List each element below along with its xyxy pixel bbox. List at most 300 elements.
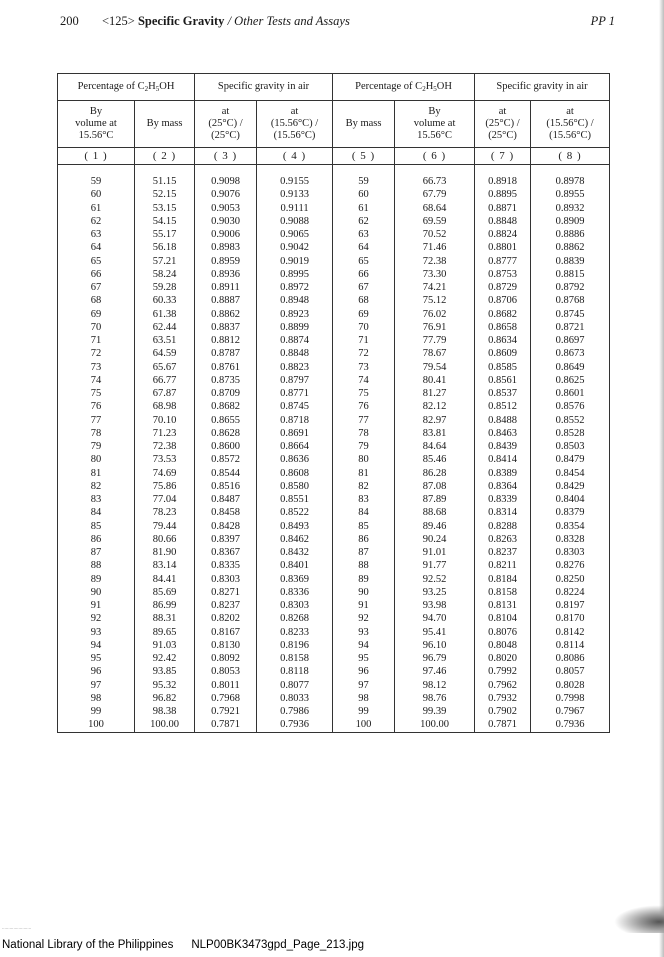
table-cell: 0.8561 xyxy=(475,374,531,387)
table-cell: 0.8428 xyxy=(195,520,257,533)
table-cell: 0.8815 xyxy=(531,268,610,281)
table-cell: 0.8429 xyxy=(531,480,610,493)
table-cell: 0.9065 xyxy=(257,228,333,241)
table-row xyxy=(58,387,610,400)
table-cell: 61.38 xyxy=(135,308,195,321)
table-cell: 0.9133 xyxy=(257,188,333,201)
table-row xyxy=(58,268,610,281)
table-cell: 0.8053 xyxy=(195,665,257,678)
table-cell: 0.8978 xyxy=(531,175,610,188)
table-row xyxy=(58,414,610,427)
table-cell: 0.8463 xyxy=(475,427,531,440)
table-cell: 75.12 xyxy=(395,294,475,307)
table-cell: 83 xyxy=(58,493,135,506)
table-cell: 0.7967 xyxy=(531,705,610,718)
table-cell: 66 xyxy=(58,268,135,281)
table-cell: 0.8458 xyxy=(195,506,257,519)
table-cell: 0.8899 xyxy=(257,321,333,334)
table-cell: 0.8634 xyxy=(475,334,531,347)
table-row xyxy=(58,705,610,718)
table-cell: 0.8911 xyxy=(195,281,257,294)
table-cell: 56.18 xyxy=(135,241,195,254)
table-cell: 0.8197 xyxy=(531,599,610,612)
scan-footer xyxy=(2,939,364,951)
table-cell: 77 xyxy=(58,414,135,427)
table-cell: 0.8812 xyxy=(195,334,257,347)
table-cell: 0.8972 xyxy=(257,281,333,294)
table-cell: 66.73 xyxy=(395,175,475,188)
table-cell: 0.8263 xyxy=(475,533,531,546)
percentage-ethanol-header-right: Percentage of $C_2H_5OH$ xyxy=(333,74,475,101)
table-cell: 0.8697 xyxy=(531,334,610,347)
table-cell: 0.8649 xyxy=(531,361,610,374)
table-row xyxy=(58,453,610,466)
column-number: ( 3 ) xyxy=(195,148,257,165)
table-cell: 0.8028 xyxy=(531,679,610,692)
table-cell: 68 xyxy=(333,294,395,307)
table-cell: 0.8959 xyxy=(195,255,257,268)
table-cell: 0.8130 xyxy=(195,639,257,652)
scan-edge-shadow xyxy=(659,0,664,957)
table-cell: 0.7871 xyxy=(195,718,257,732)
table-cell: 73.30 xyxy=(395,268,475,281)
table-cell: 100.00 xyxy=(135,718,195,732)
table-cell: 0.8522 xyxy=(257,506,333,519)
table-cell: 68 xyxy=(58,294,135,307)
table-cell: 0.8572 xyxy=(195,453,257,466)
table-row xyxy=(58,692,610,705)
table-cell: 94 xyxy=(333,639,395,652)
column-number: ( 8 ) xyxy=(531,148,610,165)
table-cell: 0.8414 xyxy=(475,453,531,466)
table-cell: 87.08 xyxy=(395,480,475,493)
table-cell: 94 xyxy=(58,639,135,652)
page-number: 200 xyxy=(60,14,79,28)
table-cell: 92.52 xyxy=(395,573,475,586)
table-cell: 86.99 xyxy=(135,599,195,612)
table-cell: 0.8787 xyxy=(195,347,257,360)
table-cell: 88.68 xyxy=(395,506,475,519)
table-cell: 0.8932 xyxy=(531,202,610,215)
table-row xyxy=(58,347,610,360)
table-cell: 88 xyxy=(333,559,395,572)
table-cell: 0.9053 xyxy=(195,202,257,215)
table-cell: 0.8801 xyxy=(475,241,531,254)
table-cell: 0.8887 xyxy=(195,294,257,307)
table-cell: 87 xyxy=(333,546,395,559)
table-row xyxy=(58,493,610,506)
table-cell: 0.8636 xyxy=(257,453,333,466)
table-cell: 87.89 xyxy=(395,493,475,506)
table-cell: 0.8237 xyxy=(475,546,531,559)
table-cell: 67.87 xyxy=(135,387,195,400)
table-cell: 0.8224 xyxy=(531,586,610,599)
table-cell: 80 xyxy=(58,453,135,466)
table-cell: 86 xyxy=(333,533,395,546)
table-cell: 0.8336 xyxy=(257,586,333,599)
table-cell: 0.8202 xyxy=(195,612,257,625)
table-cell: 97.46 xyxy=(395,665,475,678)
table-row xyxy=(58,480,610,493)
table-cell: 74.69 xyxy=(135,467,195,480)
table-cell: 0.8771 xyxy=(257,387,333,400)
table-cell: 61 xyxy=(333,202,395,215)
table-cell: 72 xyxy=(58,347,135,360)
table-cell: 90.24 xyxy=(395,533,475,546)
table-cell: 99 xyxy=(333,705,395,718)
table-cell: 63.51 xyxy=(135,334,195,347)
table-cell: 0.8158 xyxy=(475,586,531,599)
table-cell: 79 xyxy=(58,440,135,453)
table-row xyxy=(58,228,610,241)
table-cell: 72.38 xyxy=(135,440,195,453)
table-cell: 0.8512 xyxy=(475,400,531,413)
table-cell: 67 xyxy=(58,281,135,294)
table-cell: 68.98 xyxy=(135,400,195,413)
table-cell: 0.8076 xyxy=(475,626,531,639)
table-cell: 0.8184 xyxy=(475,573,531,586)
column-number: ( 5 ) xyxy=(333,148,395,165)
by-volume-header: By volume at 15.56°C xyxy=(58,101,135,148)
page-mark: PP 1 xyxy=(590,14,615,28)
table-cell: 62 xyxy=(333,215,395,228)
table-cell: 0.8745 xyxy=(257,400,333,413)
table-cell: 70 xyxy=(333,321,395,334)
table-cell: 90 xyxy=(58,586,135,599)
table-cell: 92.42 xyxy=(135,652,195,665)
table-cell: 0.8983 xyxy=(195,241,257,254)
table-row xyxy=(58,559,610,572)
table-cell: 98 xyxy=(333,692,395,705)
table-cell: 0.8995 xyxy=(257,268,333,281)
table-cell: 0.8839 xyxy=(531,255,610,268)
table-cell: 0.7871 xyxy=(475,718,531,732)
table-row xyxy=(58,506,610,519)
table-cell: 0.8454 xyxy=(531,467,610,480)
table-cell: 0.8625 xyxy=(531,374,610,387)
table-cell: 96.79 xyxy=(395,652,475,665)
table-cell: 81.27 xyxy=(395,387,475,400)
table-cell: 0.8709 xyxy=(195,387,257,400)
table-cell: 0.7992 xyxy=(475,665,531,678)
table-row xyxy=(58,652,610,665)
table-cell: 88 xyxy=(58,559,135,572)
table-cell: 0.8848 xyxy=(257,347,333,360)
table-cell: 0.8768 xyxy=(531,294,610,307)
table-cell: 73 xyxy=(333,361,395,374)
table-cell: 88.31 xyxy=(135,612,195,625)
table-cell: 0.8369 xyxy=(257,573,333,586)
table-row xyxy=(58,361,610,374)
table-cell: 66.77 xyxy=(135,374,195,387)
table-cell: 0.7902 xyxy=(475,705,531,718)
table-cell: 0.9006 xyxy=(195,228,257,241)
table-cell: 0.8364 xyxy=(475,480,531,493)
table-cell: 0.8397 xyxy=(195,533,257,546)
table-cell: 0.8303 xyxy=(257,599,333,612)
table-cell: 65.67 xyxy=(135,361,195,374)
table-cell: 84.41 xyxy=(135,573,195,586)
table-cell: 100 xyxy=(58,718,135,732)
column-number: ( 4 ) xyxy=(257,148,333,165)
table-cell: 91 xyxy=(333,599,395,612)
table-cell: 0.8664 xyxy=(257,440,333,453)
file-name: NLP00BK3473gpd_Page_213.jpg xyxy=(191,939,364,951)
table-cell: 78 xyxy=(58,427,135,440)
table-cell: 0.8077 xyxy=(257,679,333,692)
table-cell: 0.8682 xyxy=(475,308,531,321)
table-cell: 81.90 xyxy=(135,546,195,559)
table-cell: 91.01 xyxy=(395,546,475,559)
table-cell: 90 xyxy=(333,586,395,599)
table-cell: 100 xyxy=(333,718,395,732)
table-cell: 0.8114 xyxy=(531,639,610,652)
table-cell: 82.97 xyxy=(395,414,475,427)
table-cell: 0.8551 xyxy=(257,493,333,506)
table-cell: 97 xyxy=(333,679,395,692)
table-cell: 0.8432 xyxy=(257,546,333,559)
table-cell: 0.8537 xyxy=(475,387,531,400)
chapter-title: Specific Gravity xyxy=(137,14,225,28)
by-volume-header-right: By volume at 15.56°C xyxy=(395,101,475,148)
table-cell: 78.23 xyxy=(135,506,195,519)
table-cell: 79.44 xyxy=(135,520,195,533)
table-cell: 0.8824 xyxy=(475,228,531,241)
table-cell: 64 xyxy=(333,241,395,254)
table-cell: 99.39 xyxy=(395,705,475,718)
table-cell: 0.8516 xyxy=(195,480,257,493)
table-row xyxy=(58,400,610,413)
table-cell: 0.8167 xyxy=(195,626,257,639)
table-cell: 79 xyxy=(333,440,395,453)
table-cell: 86 xyxy=(58,533,135,546)
table-row xyxy=(58,241,610,254)
table-cell: 0.8233 xyxy=(257,626,333,639)
table-cell: 0.8753 xyxy=(475,268,531,281)
table-cell: 0.8462 xyxy=(257,533,333,546)
table-cell: 51.15 xyxy=(135,175,195,188)
table-cell: 80 xyxy=(333,453,395,466)
table-cell: 84.64 xyxy=(395,440,475,453)
table-row xyxy=(58,520,610,533)
table-cell: 55.17 xyxy=(135,228,195,241)
table-cell: 70.10 xyxy=(135,414,195,427)
table-cell: 0.8389 xyxy=(475,467,531,480)
table-cell: 0.8086 xyxy=(531,652,610,665)
table-cell: 84 xyxy=(58,506,135,519)
table-cell: 76 xyxy=(58,400,135,413)
gravity-25c-header-right: at (25°C) / (25°C) xyxy=(475,101,531,148)
table-cell: 0.8658 xyxy=(475,321,531,334)
table-cell: 0.8276 xyxy=(531,559,610,572)
section-number: <125> xyxy=(102,14,135,28)
table-cell: 0.7986 xyxy=(257,705,333,718)
by-mass-header: By mass xyxy=(135,101,195,148)
table-cell: 76 xyxy=(333,400,395,413)
table-cell: 0.8735 xyxy=(195,374,257,387)
table-cell: 0.8552 xyxy=(531,414,610,427)
table-cell: 78 xyxy=(333,427,395,440)
table-cell: 0.9042 xyxy=(257,241,333,254)
table-cell: 64.59 xyxy=(135,347,195,360)
table-cell: 93 xyxy=(333,626,395,639)
table-cell: 87 xyxy=(58,546,135,559)
table-row xyxy=(58,533,610,546)
library-name: National Library of the Philippines xyxy=(2,939,174,951)
table-cell: 76.02 xyxy=(395,308,475,321)
table-cell: 0.8288 xyxy=(475,520,531,533)
table-cell: 66 xyxy=(333,268,395,281)
table-cell: 0.8544 xyxy=(195,467,257,480)
table-cell: 0.9030 xyxy=(195,215,257,228)
table-cell: 0.8268 xyxy=(257,612,333,625)
table-cell: 75 xyxy=(333,387,395,400)
table-cell: 85 xyxy=(333,520,395,533)
page-header xyxy=(60,14,615,32)
table-cell: 95 xyxy=(58,652,135,665)
table-row xyxy=(58,281,610,294)
table-cell: 0.8936 xyxy=(195,268,257,281)
table-cell: 60 xyxy=(333,188,395,201)
table-cell: 91 xyxy=(58,599,135,612)
table-row xyxy=(58,718,610,732)
table-cell: 74 xyxy=(58,374,135,387)
table-cell: 85.46 xyxy=(395,453,475,466)
table-cell: 0.8862 xyxy=(195,308,257,321)
table-cell: 0.8576 xyxy=(531,400,610,413)
table-cell: 93 xyxy=(58,626,135,639)
table-cell: 0.8170 xyxy=(531,612,610,625)
running-title xyxy=(102,14,350,29)
table-cell: 0.8401 xyxy=(257,559,333,572)
scan-smudge xyxy=(614,905,664,933)
table-row xyxy=(58,321,610,334)
table-cell: 0.8250 xyxy=(531,573,610,586)
table-cell: 57.21 xyxy=(135,255,195,268)
table-cell: 0.8886 xyxy=(531,228,610,241)
table-cell: 96 xyxy=(333,665,395,678)
table-cell: 86.28 xyxy=(395,467,475,480)
table-row xyxy=(58,374,610,387)
table-cell: 59 xyxy=(58,175,135,188)
table-cell: 91.03 xyxy=(135,639,195,652)
table-cell: 71.46 xyxy=(395,241,475,254)
chapter-subtitle: / Other Tests and Assays xyxy=(227,14,350,28)
table-cell: 83 xyxy=(333,493,395,506)
column-number: ( 1 ) xyxy=(58,148,135,165)
table-cell: 69 xyxy=(333,308,395,321)
table-row xyxy=(58,175,610,188)
table-row xyxy=(58,255,610,268)
table-cell: 61 xyxy=(58,202,135,215)
table-cell: 53.15 xyxy=(135,202,195,215)
table-cell: 89.46 xyxy=(395,520,475,533)
table-row xyxy=(58,202,610,215)
table-cell: 79.54 xyxy=(395,361,475,374)
table-cell: 82 xyxy=(333,480,395,493)
table-cell: 100.00 xyxy=(395,718,475,732)
table-cell: 93.85 xyxy=(135,665,195,678)
table-cell: 0.8488 xyxy=(475,414,531,427)
table-cell: 63 xyxy=(58,228,135,241)
table-cell: 71 xyxy=(58,334,135,347)
table-cell: 0.8237 xyxy=(195,599,257,612)
table-cell: 0.8580 xyxy=(257,480,333,493)
table-row xyxy=(58,679,610,692)
table-cell: 0.8609 xyxy=(475,347,531,360)
table-cell: 96.82 xyxy=(135,692,195,705)
table-cell: 0.8601 xyxy=(531,387,610,400)
table-cell: 0.8118 xyxy=(257,665,333,678)
table-cell: 0.8142 xyxy=(531,626,610,639)
table-cell: 0.8033 xyxy=(257,692,333,705)
table-cell: 78.67 xyxy=(395,347,475,360)
table-cell: 0.8848 xyxy=(475,215,531,228)
table-row xyxy=(58,294,610,307)
table-cell: 95.41 xyxy=(395,626,475,639)
table-cell: 83.14 xyxy=(135,559,195,572)
table-cell: 0.9088 xyxy=(257,215,333,228)
table-cell: 73 xyxy=(58,361,135,374)
table-row xyxy=(58,573,610,586)
table-cell: 69 xyxy=(58,308,135,321)
table-row xyxy=(58,626,610,639)
table-cell: 71 xyxy=(333,334,395,347)
scanner-watermark: ······················· xyxy=(2,926,32,931)
table-cell: 92 xyxy=(58,612,135,625)
table-cell: 0.8797 xyxy=(257,374,333,387)
table-cell: 0.8479 xyxy=(531,453,610,466)
table-cell: 71.23 xyxy=(135,427,195,440)
specific-gravity-table xyxy=(57,73,610,733)
table-cell: 58.24 xyxy=(135,268,195,281)
table-cell: 0.8585 xyxy=(475,361,531,374)
table-cell: 67 xyxy=(333,281,395,294)
table-cell: 0.8011 xyxy=(195,679,257,692)
table-cell: 0.8655 xyxy=(195,414,257,427)
table-cell: 0.8955 xyxy=(531,188,610,201)
table-cell: 0.7936 xyxy=(531,718,610,732)
table-cell: 0.7936 xyxy=(257,718,333,732)
table-cell: 0.8057 xyxy=(531,665,610,678)
table-cell: 0.8328 xyxy=(531,533,610,546)
table-row xyxy=(58,467,610,480)
table-cell: 84 xyxy=(333,506,395,519)
table-body xyxy=(58,175,610,732)
table-cell: 0.8862 xyxy=(531,241,610,254)
gravity-1556c-header-right: at (15.56°C) / (15.56°C) xyxy=(531,101,610,148)
table-cell: 0.8895 xyxy=(475,188,531,201)
table-cell: 60.33 xyxy=(135,294,195,307)
table-cell: 0.8354 xyxy=(531,520,610,533)
table-cell: 0.8792 xyxy=(531,281,610,294)
table-cell: 96.10 xyxy=(395,639,475,652)
table-cell: 74 xyxy=(333,374,395,387)
table-row xyxy=(58,612,610,625)
table-cell: 0.8745 xyxy=(531,308,610,321)
table-cell: 0.8729 xyxy=(475,281,531,294)
table-cell: 0.7968 xyxy=(195,692,257,705)
table-cell: 0.8487 xyxy=(195,493,257,506)
table-cell: 89.65 xyxy=(135,626,195,639)
table-cell: 0.8131 xyxy=(475,599,531,612)
table-cell: 0.8335 xyxy=(195,559,257,572)
table-cell: 76.91 xyxy=(395,321,475,334)
table-cell: 0.7921 xyxy=(195,705,257,718)
table-cell: 0.8673 xyxy=(531,347,610,360)
table-cell: 73.53 xyxy=(135,453,195,466)
table-cell: 0.8379 xyxy=(531,506,610,519)
